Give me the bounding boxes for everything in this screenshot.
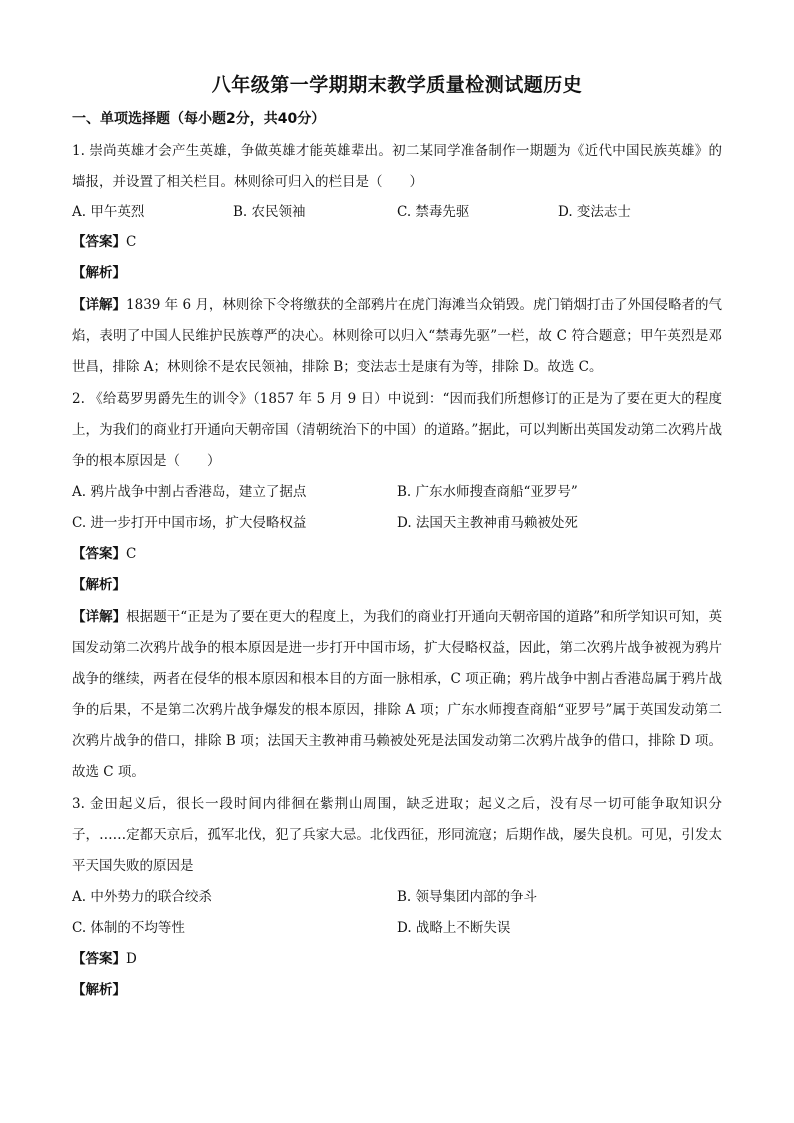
q3-answer — [72, 948, 137, 970]
q3-option-b: B. 领导集团内部的争斗 — [397, 889, 538, 905]
q2-option-c: C. 进一步打开中国市场，扩大侵略权益 — [72, 515, 307, 531]
answer-label: 【答案】 — [72, 951, 126, 967]
answer-value: C — [126, 234, 137, 250]
q1-detail — [72, 290, 722, 383]
analysis-label: 【解析】 — [72, 577, 126, 593]
question-1-stem: 1. 崇尚英雄才会产生英雄，争做英雄才能英雄辈出。初二某同学准备制作一期题为《近代中国民族英雄》的墙报，并设置了相关栏目。林则徐可归入的栏目是（ ） — [72, 143, 722, 190]
q3-option-c: C. 体制的不均等性 — [72, 920, 185, 936]
q2-answer — [72, 543, 136, 565]
answer-value: C — [126, 546, 137, 562]
q1-option-b: B. 农民领袖 — [233, 204, 306, 220]
section-heading: 一、单项选择题（每小题2分，共40分） — [72, 111, 326, 127]
q1-answer — [72, 231, 136, 253]
answer-value: D — [126, 951, 137, 967]
question-3-stem: 3. 金田起义后，很长一段时间内徘徊在紫荆山周围，缺乏进取；起义之后，没有尽一切可能争取知识分子，……定都天京后，孤军北伐，犯了兵家大忌。北伐西征，形同流寇；后期作战，屡失良机。可见，引发太平天国失败的原因是 — [72, 796, 722, 874]
q2-option-b: B. 广东水师搜查商船“亚罗号” — [397, 484, 578, 500]
q1-option-a: A. 甲午英烈 — [72, 204, 145, 220]
q2-analysis-label — [72, 574, 126, 596]
q2-detail-text: 根据题干“正是为了要在更大的程度上，为我们的商业打开通向天朝帝国的道路”和所学知识可知，英国发动第二次鸦片战争的根本原因是进一步打开中国市场，扩大侵略权益，因此，第二次鸦片战争被视为鸦片战争的继续，两者在侵华的根本原因和根本目的方面一脉相承，C 项正确；鸦片战争中割占香港岛属于鸦片战争的后果，不是第二次鸦片战争爆发的根本原因，排除 A 项；广东水师搜查商船“亚罗号”属于英国发动第二次鸦片战争的借口，排除 B 项；法国天主教神甫马赖被处死是法国发动第二次鸦片战争的借口，排除 D 项。故选 C 项。 — [72, 609, 722, 780]
q3-analysis-label — [72, 979, 126, 1001]
analysis-label: 【解析】 — [72, 265, 126, 281]
page-title: 八年级第一学期期末教学质量检测试题历史 — [211, 74, 583, 96]
q3-option-a: A. 中外势力的联合绞杀 — [72, 889, 212, 905]
q2-option-d: D. 法国天主教神甫马赖被处死 — [397, 515, 578, 531]
detail-label: 【详解】 — [72, 609, 127, 625]
analysis-label: 【解析】 — [72, 982, 126, 998]
answer-label: 【答案】 — [72, 546, 126, 562]
q3-option-d: D. 战略上不断失误 — [397, 920, 511, 936]
question-2-stem: 2. 《给葛罗男爵先生的训令》（1857 年 5 月 9 日）中说到：“因而我们所想修订的正是为了要在更大的程度上，为我们的商业打开通向天朝帝国（清朝统治下的中国）的道路。”据此，可以判断出英国发动第二次鸦片战争的根本原因是（ ） — [72, 391, 722, 469]
detail-label: 【详解】 — [72, 297, 127, 313]
q2-detail — [72, 602, 722, 788]
q1-option-d: D. 变法志士 — [558, 204, 631, 220]
q1-detail-text: 1839 年 6 月，林则徐下令将缴获的全部鸦片在虎门海滩当众销毁。虎门销烟打击了外国侵略者的气焰，表明了中国人民维护民族尊严的决心。林则徐可以归入“禁毒先驱”一栏，故 C 符合题意；甲午英烈是邓世昌，排除 A；林则徐不是农民领袖，排除 B；变法志士是康有为等，排除 D。故选 C。 — [72, 297, 722, 375]
answer-label: 【答案】 — [72, 234, 126, 250]
q1-analysis-label — [72, 262, 126, 284]
q2-option-a: A. 鸦片战争中割占香港岛，建立了据点 — [72, 484, 307, 500]
q1-option-c: C. 禁毒先驱 — [397, 204, 470, 220]
